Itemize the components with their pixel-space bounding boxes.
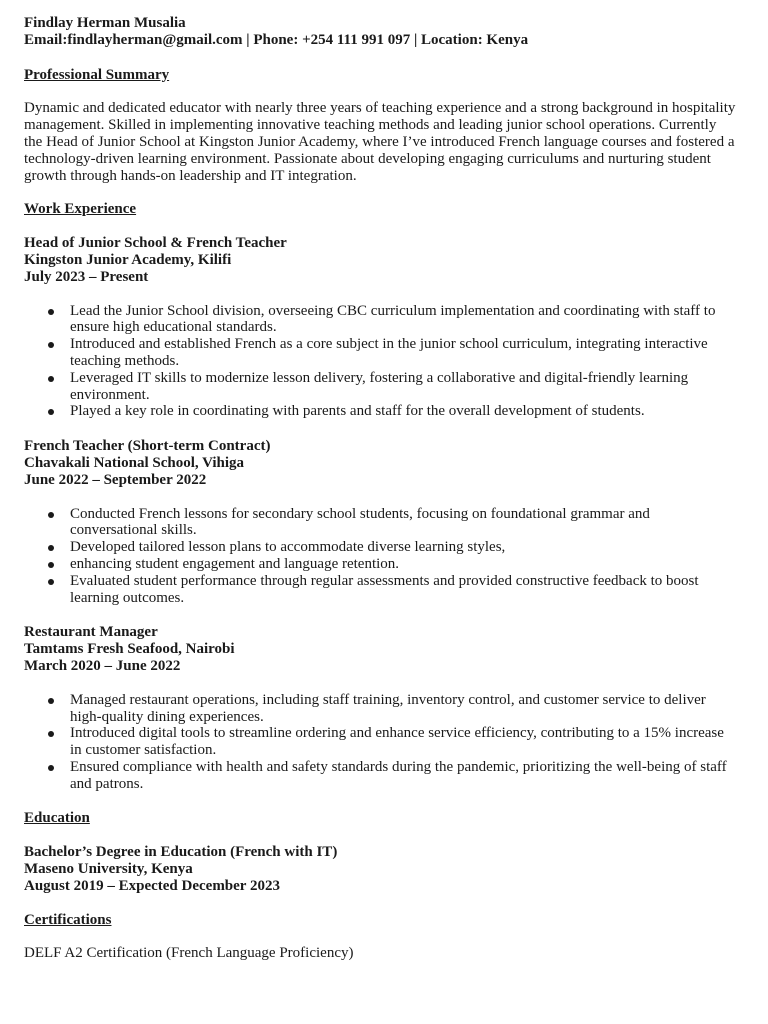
job-bullet-list: [24, 506, 738, 607]
summary-text: Dynamic and dedicated educator with nearly three years of teaching experience and a strong background in hospitality management. Skilled in implementing innovative teaching methods and leading junior school operations. Currently the Head of Junior School at Kingston Junior Academy, where I’ve introduced French language courses and fostered a technology-driven learning environment. Passionate about developing engaging curriculums and nurturing student growth through hands-on leadership and IT integration.: [24, 100, 736, 184]
list-item: Introduced and established French as a core subject in the junior school curriculum, integrating interactive teaching methods.: [70, 336, 738, 370]
section-work-experience: [24, 201, 738, 792]
job-organization: Chavakali National School, Vihiga: [24, 454, 245, 471]
list-item: Leveraged IT skills to modernize lesson delivery, fostering a collaborative and digital-friendly learning environment.: [70, 370, 738, 404]
section-certifications: [24, 912, 738, 963]
education-school: Maseno University, Kenya: [24, 861, 193, 878]
job-dates: July 2023 – Present: [24, 268, 149, 285]
certification-item: DELF A2 Certification (French Language Proficiency): [24, 945, 354, 962]
section-heading-summary: Professional Summary: [24, 66, 170, 83]
job-bullet-list: [24, 303, 738, 421]
job-dates: March 2020 – June 2022: [24, 657, 181, 674]
section-heading-education: Education: [24, 810, 90, 827]
list-item: Introduced digital tools to streamline ordering and enhance service efficiency, contributing to a 15% increase in customer satisfaction.: [70, 725, 738, 759]
section-heading-certifications: Certifications: [24, 911, 112, 928]
list-item: Ensured compliance with health and safety standards during the pandemic, prioritizing the well-being of staff and patrons.: [70, 759, 738, 793]
job-title: Restaurant Manager: [24, 624, 158, 641]
education-degree: Bachelor’s Degree in Education (French with IT): [24, 844, 338, 861]
list-item: Evaluated student performance through regular assessments and provided constructive feedback to boost learning outcomes.: [70, 573, 738, 607]
contact-line: Email:findlayherman@gmail.com | Phone: +254 111 991 097 | Location: Kenya: [24, 31, 529, 48]
job-entry: [24, 438, 738, 606]
job-dates: June 2022 – September 2022: [24, 471, 207, 488]
resume-header: [24, 15, 738, 49]
list-item: Lead the Junior School division, overseeing CBC curriculum implementation and coordinating with staff to ensure high educational standards.: [70, 303, 738, 337]
section-heading-experience: Work Experience: [24, 201, 137, 218]
job-entry: [24, 624, 738, 792]
list-item: Managed restaurant operations, including staff training, inventory control, and customer service to deliver high-quality dining experiences.: [70, 692, 738, 726]
candidate-name: Findlay Herman Musalia: [24, 15, 186, 31]
job-organization: Tamtams Fresh Seafood, Nairobi: [24, 641, 235, 658]
list-item: enhancing student engagement and language retention.: [70, 556, 738, 573]
list-item: Developed tailored lesson plans to accommodate diverse learning styles,: [70, 539, 738, 556]
job-entry: [24, 235, 738, 420]
section-professional-summary: [24, 67, 738, 185]
section-education: [24, 810, 738, 894]
job-bullet-list: [24, 692, 738, 793]
job-title: Head of Junior School & French Teacher: [24, 235, 287, 252]
list-item: Conducted French lessons for secondary school students, focusing on foundational grammar and conversational skills.: [70, 506, 738, 540]
job-organization: Kingston Junior Academy, Kilifi: [24, 251, 232, 268]
education-dates: August 2019 – Expected December 2023: [24, 877, 280, 894]
job-title: French Teacher (Short-term Contract): [24, 438, 271, 455]
list-item: Played a key role in coordinating with parents and staff for the overall development of students.: [70, 403, 738, 420]
